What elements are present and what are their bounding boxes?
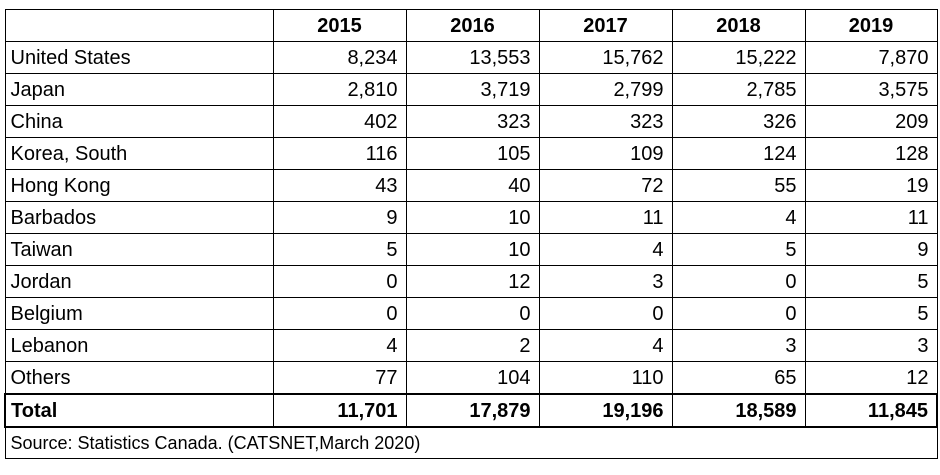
value-cell: 3 — [672, 330, 805, 362]
header-cell-year: 2017 — [539, 10, 672, 42]
value-cell: 0 — [672, 298, 805, 330]
header-cell-year: 2016 — [406, 10, 539, 42]
value-cell: 11 — [539, 202, 672, 234]
source-row — [5, 427, 937, 459]
table-row — [5, 202, 937, 234]
table-row — [5, 42, 937, 74]
value-cell: 15,762 — [539, 42, 672, 74]
value-cell: 13,553 — [406, 42, 539, 74]
country-cell: Korea, South — [5, 138, 273, 170]
value-cell: 5 — [805, 298, 937, 330]
total-value-cell: 18,589 — [672, 394, 805, 427]
table-row — [5, 106, 937, 138]
country-cell: Hong Kong — [5, 170, 273, 202]
value-cell: 0 — [539, 298, 672, 330]
table-row — [5, 330, 937, 362]
exports-by-country-table — [4, 9, 938, 459]
value-cell: 0 — [273, 266, 406, 298]
value-cell: 105 — [406, 138, 539, 170]
value-cell: 4 — [539, 330, 672, 362]
value-cell: 7,870 — [805, 42, 937, 74]
value-cell: 15,222 — [672, 42, 805, 74]
table-header — [5, 10, 937, 42]
total-value-cell: 19,196 — [539, 394, 672, 427]
header-cell-year: 2015 — [273, 10, 406, 42]
value-cell: 40 — [406, 170, 539, 202]
table-row — [5, 362, 937, 395]
country-cell: Jordan — [5, 266, 273, 298]
value-cell: 402 — [273, 106, 406, 138]
value-cell: 124 — [672, 138, 805, 170]
country-cell: Japan — [5, 74, 273, 106]
value-cell: 326 — [672, 106, 805, 138]
value-cell: 19 — [805, 170, 937, 202]
total-value-cell: 11,701 — [273, 394, 406, 427]
value-cell: 209 — [805, 106, 937, 138]
value-cell: 72 — [539, 170, 672, 202]
table-row — [5, 234, 937, 266]
header-row — [5, 10, 937, 42]
header-cell-year: 2018 — [672, 10, 805, 42]
country-cell: Others — [5, 362, 273, 395]
table-row — [5, 298, 937, 330]
value-cell: 104 — [406, 362, 539, 395]
value-cell: 8,234 — [273, 42, 406, 74]
table-row — [5, 266, 937, 298]
value-cell: 2,799 — [539, 74, 672, 106]
total-label: Total — [5, 394, 273, 427]
value-cell: 4 — [672, 202, 805, 234]
country-cell: Lebanon — [5, 330, 273, 362]
value-cell: 2,810 — [273, 74, 406, 106]
value-cell: 9 — [805, 234, 937, 266]
value-cell: 12 — [805, 362, 937, 395]
table-row — [5, 74, 937, 106]
value-cell: 3,575 — [805, 74, 937, 106]
country-cell: Belgium — [5, 298, 273, 330]
value-cell: 3 — [805, 330, 937, 362]
value-cell: 0 — [406, 298, 539, 330]
header-cell-country — [5, 10, 273, 42]
total-value-cell: 17,879 — [406, 394, 539, 427]
total-value-cell: 11,845 — [805, 394, 937, 427]
value-cell: 323 — [539, 106, 672, 138]
value-cell: 43 — [273, 170, 406, 202]
value-cell: 11 — [805, 202, 937, 234]
value-cell: 55 — [672, 170, 805, 202]
country-cell: China — [5, 106, 273, 138]
value-cell: 0 — [273, 298, 406, 330]
table-row — [5, 170, 937, 202]
value-cell: 5 — [672, 234, 805, 266]
table-body — [5, 42, 937, 459]
value-cell: 2,785 — [672, 74, 805, 106]
country-cell: United States — [5, 42, 273, 74]
value-cell: 5 — [273, 234, 406, 266]
total-row — [5, 394, 937, 427]
source-note: Source: Statistics Canada. (CATSNET,March 2020) — [5, 427, 937, 459]
value-cell: 10 — [406, 202, 539, 234]
value-cell: 128 — [805, 138, 937, 170]
value-cell: 65 — [672, 362, 805, 395]
value-cell: 2 — [406, 330, 539, 362]
value-cell: 0 — [672, 266, 805, 298]
table-row — [5, 138, 937, 170]
value-cell: 77 — [273, 362, 406, 395]
data-table-container — [4, 9, 938, 459]
value-cell: 10 — [406, 234, 539, 266]
value-cell: 116 — [273, 138, 406, 170]
value-cell: 4 — [273, 330, 406, 362]
value-cell: 109 — [539, 138, 672, 170]
value-cell: 9 — [273, 202, 406, 234]
value-cell: 5 — [805, 266, 937, 298]
country-cell: Barbados — [5, 202, 273, 234]
value-cell: 3,719 — [406, 74, 539, 106]
country-cell: Taiwan — [5, 234, 273, 266]
value-cell: 12 — [406, 266, 539, 298]
value-cell: 323 — [406, 106, 539, 138]
value-cell: 110 — [539, 362, 672, 395]
header-cell-year: 2019 — [805, 10, 937, 42]
value-cell: 4 — [539, 234, 672, 266]
value-cell: 3 — [539, 266, 672, 298]
